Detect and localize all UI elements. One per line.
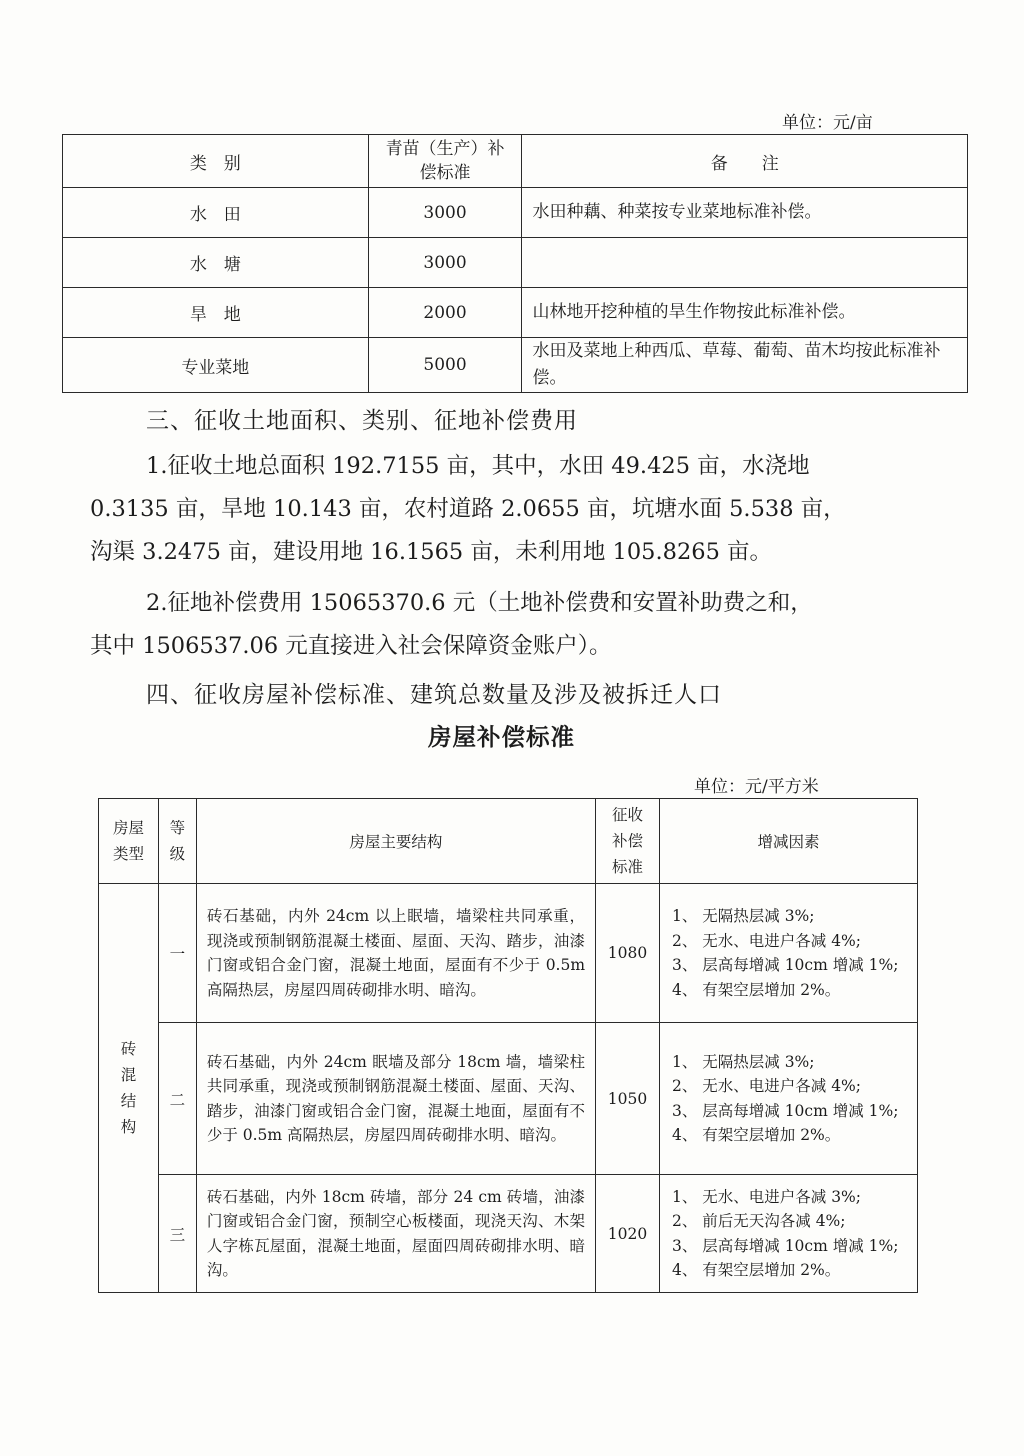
row-remark	[522, 238, 968, 288]
row-standard: 3000	[368, 238, 522, 288]
crop-compensation-table	[62, 134, 968, 393]
row-structure: 砖石基础，内外 18cm 砖墙，部分 24 cm 砖墙，油漆门窗或铝合金门窗，预制空心板楼面，现浇天沟、木架人字栋瓦屋面，混凝土地面，屋面四周砖砌排水明、暗沟。	[196, 1175, 595, 1293]
row-standard: 5000	[368, 338, 522, 393]
header-house-type-line1: 房屋	[112, 819, 144, 837]
section3-p2-line2: 其中 1506537.06 元直接进入社会保障资金账户）。	[90, 633, 612, 659]
house-type-char: 构	[120, 1118, 137, 1136]
header-factors: 增减因素	[659, 799, 917, 884]
row-grade: 二	[158, 1023, 196, 1175]
row-grade: 一	[158, 884, 196, 1023]
header-house-type	[99, 799, 159, 884]
factor-item: 2、 无水、电进户各减 4%;	[671, 1077, 862, 1095]
section4-heading: 四、征收房屋补偿标准、建筑总数量及涉及被拆迁人口	[146, 682, 722, 708]
row-standard: 2000	[368, 288, 522, 338]
header-grade	[158, 799, 196, 884]
header-remark: 备 注	[522, 135, 968, 188]
row-factors	[659, 1175, 917, 1293]
factor-item: 1、 无水、电进户各减 3%;	[671, 1187, 862, 1206]
house-type-char: 混	[120, 1066, 137, 1084]
factor-item: 3、 层高每增减 10cm 增减 1%;	[671, 1101, 899, 1120]
table2-title: 房屋补偿标准	[428, 723, 575, 751]
factor-item: 2、 前后无天沟各减 4%;	[671, 1212, 846, 1230]
house-type-char: 结	[120, 1092, 137, 1110]
factor-item: 3、 层高每增减 10cm 增减 1%;	[671, 956, 899, 974]
house-type-char: 砖	[120, 1040, 137, 1058]
section3-p2-line1: 2.征地补偿费用 15065370.6 元（土地补偿费和安置补助费之和，	[146, 590, 813, 616]
table-row	[63, 188, 968, 238]
section3-p1-line2: 0.3135 亩，旱地 10.143 亩，农村道路 2.0655 亩，坑塘水面 5.538 亩，	[90, 496, 846, 522]
header-grade-line2: 级	[169, 845, 186, 863]
row-structure: 砖石基础，内外 24cm 以上眠墙，墙梁柱共同承重，现浇或预制钢筋混凝土楼面、屋面、天沟、踏步，油漆门窗或铝合金门窗，混凝土地面，屋面有不少于 0.5m 高隔热层，房屋四周砖砌排水明、暗沟。	[196, 884, 595, 1023]
table-row	[99, 884, 918, 1023]
header-standard	[596, 799, 660, 884]
row-structure: 砖石基础，内外 24cm 眠墙及部分 18cm 墙，墙梁柱共同承重，现浇或预制钢筋混凝土楼面、屋面、天沟、踏步，油漆门窗或铝合金门窗，混凝土地面，屋面有不少于 0.5m 高隔热层，房屋四周砖砌排水明、暗沟。	[196, 1023, 595, 1175]
table-row	[63, 238, 968, 288]
header-grade-line1: 等	[169, 819, 186, 837]
factor-item: 3、 层高每增减 10cm 增减 1%;	[671, 1236, 899, 1255]
factor-item: 4、 有架空层增加 2%。	[671, 1261, 841, 1279]
house-type-label	[99, 884, 159, 1293]
factor-item: 1、 无隔热层减 3%;	[671, 1052, 815, 1071]
factor-item: 2、 无水、电进户各减 4%;	[671, 931, 862, 950]
row-standard: 1050	[596, 1023, 660, 1175]
header-standard	[368, 135, 522, 188]
row-remark: 山林地开挖种植的旱生作物按此标准补偿。	[522, 288, 968, 338]
row-remark: 水田及菜地上种西瓜、草莓、葡萄、苗木均按此标准补偿。	[522, 338, 968, 393]
header-house-type-line2: 类型	[112, 845, 144, 863]
table-row	[63, 288, 968, 338]
section3-p1-line3: 沟渠 3.2475 亩，建设用地 16.1565 亩，未利用地 105.8265 亩。	[90, 539, 773, 565]
row-factors	[659, 884, 917, 1023]
row-grade: 三	[158, 1175, 196, 1293]
section3-heading: 三、征收土地面积、类别、征地补偿费用	[146, 408, 578, 434]
table-row	[99, 1023, 918, 1175]
table-header-row	[99, 799, 918, 884]
header-structure: 房屋主要结构	[196, 799, 595, 884]
row-category: 水 田	[63, 188, 369, 238]
row-remark: 水田种藕、种菜按专业菜地标准补偿。	[522, 188, 968, 238]
factor-item: 4、 有架空层增加 2%。	[671, 980, 841, 999]
section3-p1-line1: 1.征收土地总面积 192.7155 亩，其中，水田 49.425 亩，水浇地	[146, 453, 810, 479]
row-category: 旱 地	[63, 288, 369, 338]
table1-unit: 单位：元/亩	[782, 113, 873, 133]
header-standard-line2: 补偿	[612, 832, 644, 850]
header-standard-line3: 标准	[612, 858, 644, 876]
factor-item: 4、 有架空层增加 2%。	[671, 1126, 841, 1144]
table-row	[63, 338, 968, 393]
row-category: 水 塘	[63, 238, 369, 288]
table2-unit: 单位：元/平方米	[694, 777, 819, 797]
row-factors	[659, 1023, 917, 1175]
header-standard-line1: 征收	[612, 806, 644, 824]
housing-compensation-table	[98, 798, 918, 1293]
header-standard-line2: 偿标准	[419, 163, 471, 183]
header-category: 类 别	[63, 135, 369, 188]
row-category: 专业菜地	[63, 338, 369, 393]
table-row	[99, 1175, 918, 1293]
row-standard: 1080	[596, 884, 660, 1023]
factor-item: 1、 无隔热层减 3%;	[671, 907, 815, 925]
row-standard: 3000	[368, 188, 522, 238]
table-header-row	[63, 135, 968, 188]
row-standard: 1020	[596, 1175, 660, 1293]
header-standard-line1: 青苗（生产）补	[385, 139, 505, 159]
